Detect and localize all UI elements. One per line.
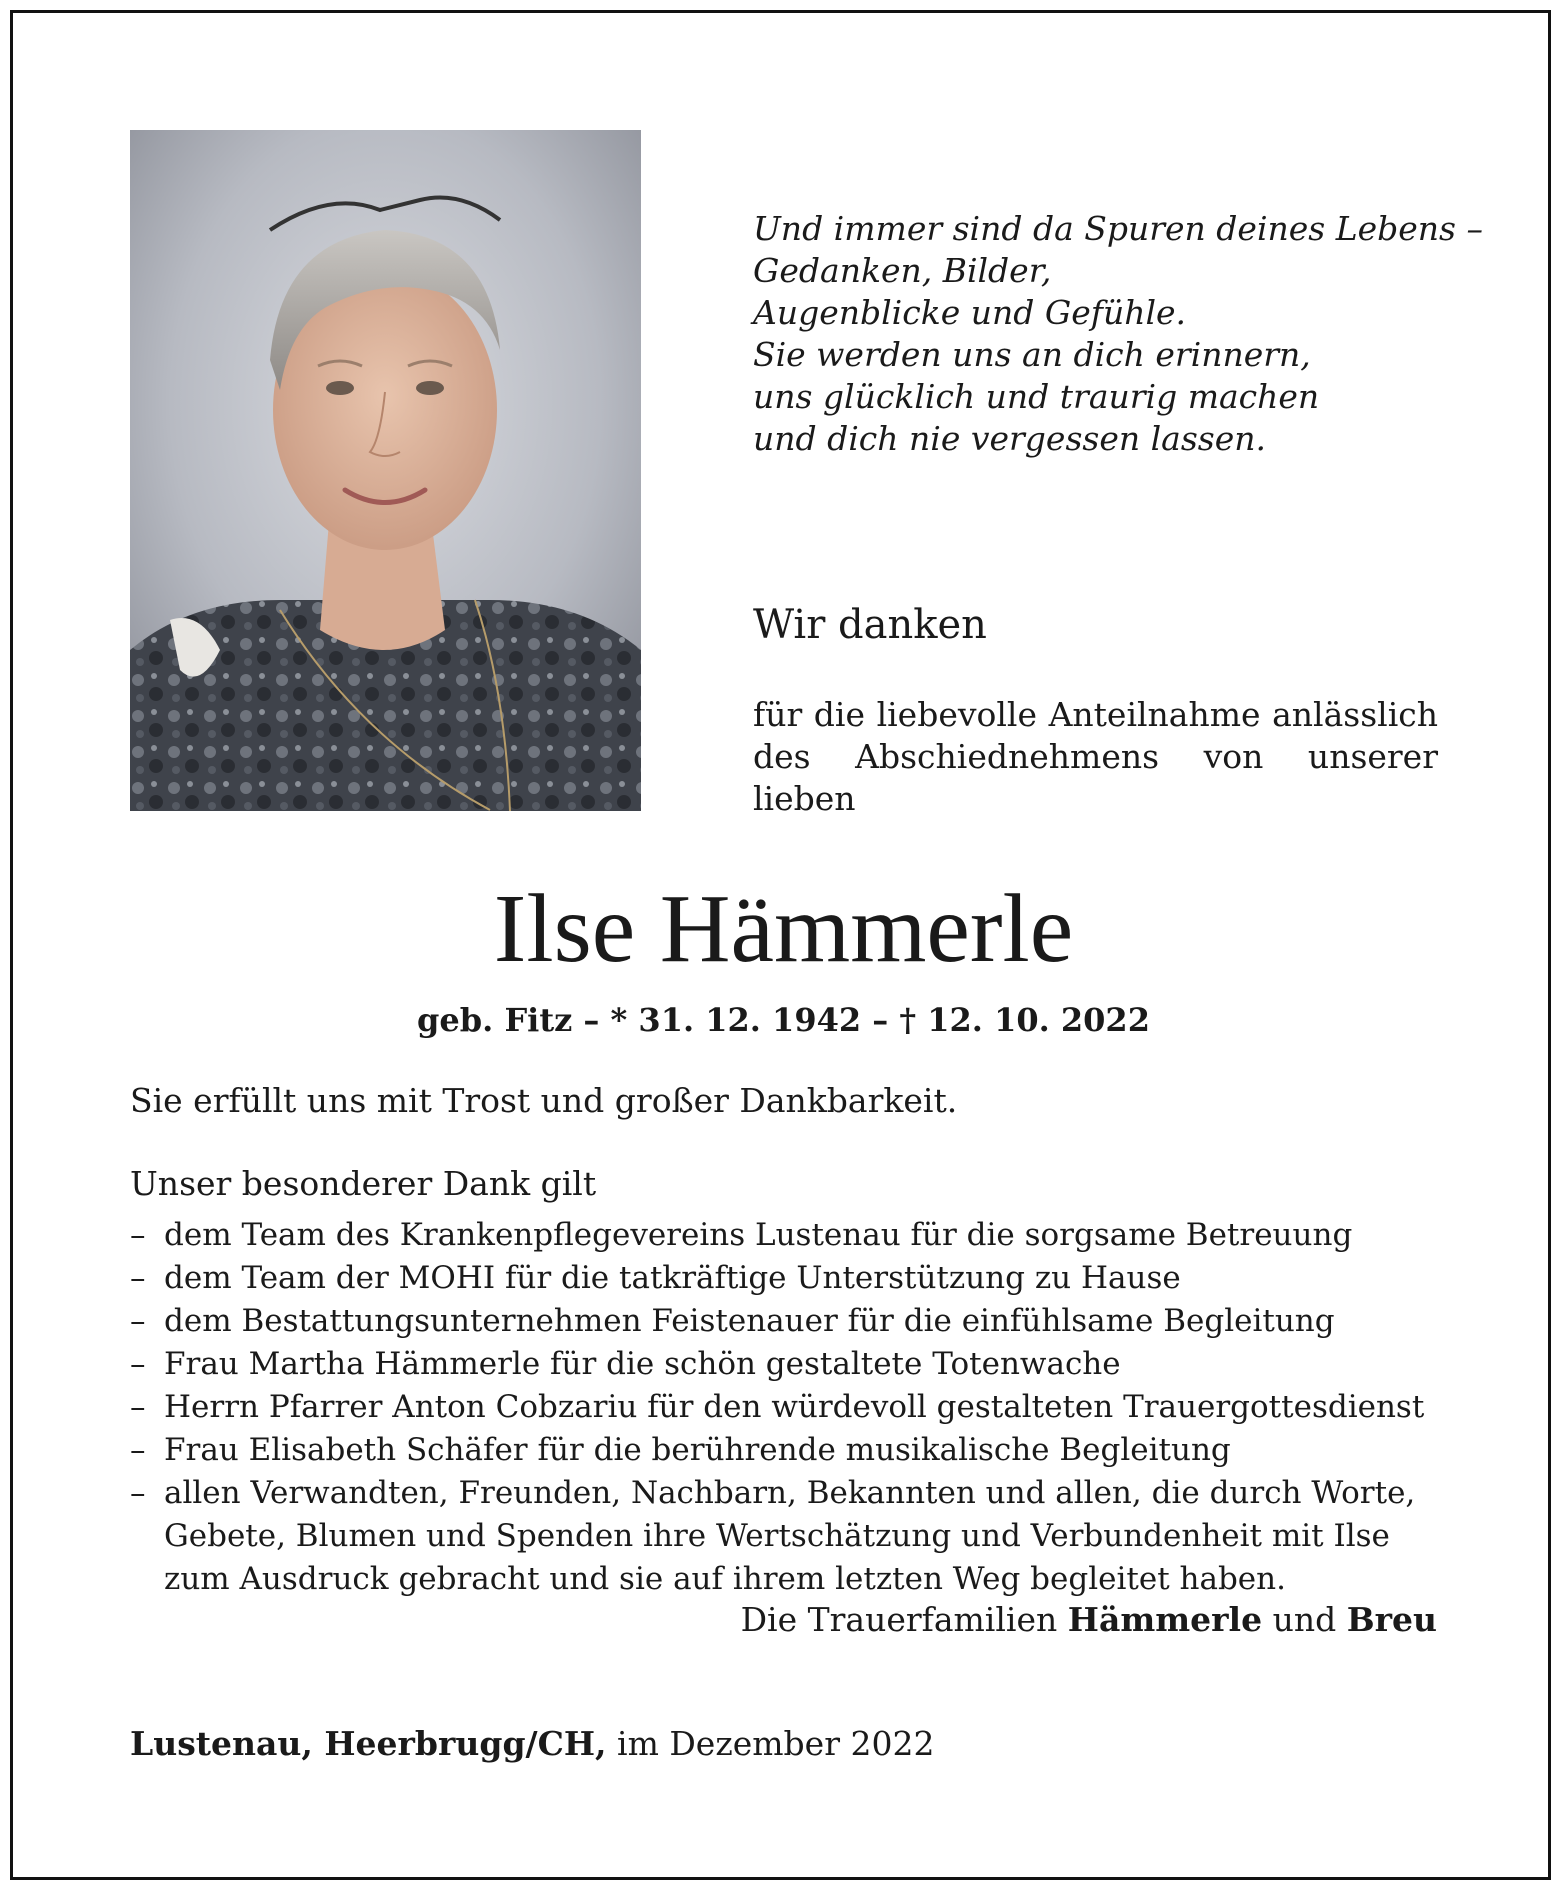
list-item: – dem Team der MOHI für die tatkräftige Unterstützung zu Hause (130, 1257, 1460, 1300)
list-item: – Frau Martha Hämmerle für die schön gestaltete Totenwache (130, 1343, 1460, 1386)
poem-line: Und immer sind da Spuren deines Lebens – (753, 209, 1483, 248)
place-date-text: im Dezember 2022 (617, 1724, 935, 1763)
birth-death-dates: geb. Fitz – * 31. 12. 1942 – † 12. 10. 2022 (417, 1001, 1150, 1039)
family-signature (741, 1599, 1437, 1641)
family-name-2: Breu (1346, 1600, 1437, 1639)
acknowledgements-list (130, 1214, 1460, 1601)
list-item: – Frau Elisabeth Schäfer für die berührende musikalische Begleitung (130, 1429, 1460, 1472)
poem-line: Sie werden uns an dich erinnern, (753, 335, 1311, 374)
poem-line: und dich nie vergessen lassen. (753, 419, 1266, 458)
signature-prefix: Die Trauerfamilien (740, 1600, 1058, 1639)
list-item: – Herrn Pfarrer Anton Cobzariu für den würdevoll gestalteten Trauergottesdienst (130, 1386, 1460, 1429)
list-item: – dem Bestattungsunternehmen Feistenauer für die einfühlsame Begleitung (130, 1300, 1460, 1343)
portrait-illustration (130, 130, 641, 811)
poem-line: Augenblicke und Gefühle. (753, 293, 1187, 332)
thanks-heading: Wir danken (753, 602, 987, 648)
acknowledgements-heading: Unser besonderer Dank gilt (130, 1164, 597, 1203)
poem-line: uns glücklich und traurig machen (753, 377, 1320, 416)
portrait-photo (130, 130, 641, 811)
list-item (130, 1472, 1460, 1601)
list-item-line: zum Ausdruck gebracht und sie auf ihrem letzten Weg begleitet haben. (164, 1561, 1286, 1597)
memorial-poem (753, 208, 1483, 460)
deceased-name: Ilse Hämmerle (493, 875, 1074, 983)
poem-line: Gedanken, Bilder, (753, 251, 1052, 290)
place-location: Lustenau, Heerbrugg/CH, (130, 1724, 607, 1763)
list-item: – dem Team des Krankenpflegevereins Lustenau für die sorgsame Betreuung (130, 1214, 1460, 1257)
family-name-1: Hämmerle (1067, 1600, 1263, 1639)
intro-text: Sie erfüllt uns mit Trost und großer Dankbarkeit. (130, 1081, 958, 1120)
thanks-text: für die liebevolle Anteilnahme anlässlich des Abschiednehmens von unserer lieben (753, 695, 1438, 818)
list-item-line: – allen Verwandten, Freunden, Nachbarn, Bekannten und allen, die durch Worte, (164, 1475, 1416, 1511)
place-date (130, 1723, 934, 1765)
signature-conjunction: und (1272, 1600, 1337, 1639)
list-item-line: Gebete, Blumen und Spenden ihre Wertschätzung und Verbundenheit mit Ilse (164, 1518, 1390, 1554)
